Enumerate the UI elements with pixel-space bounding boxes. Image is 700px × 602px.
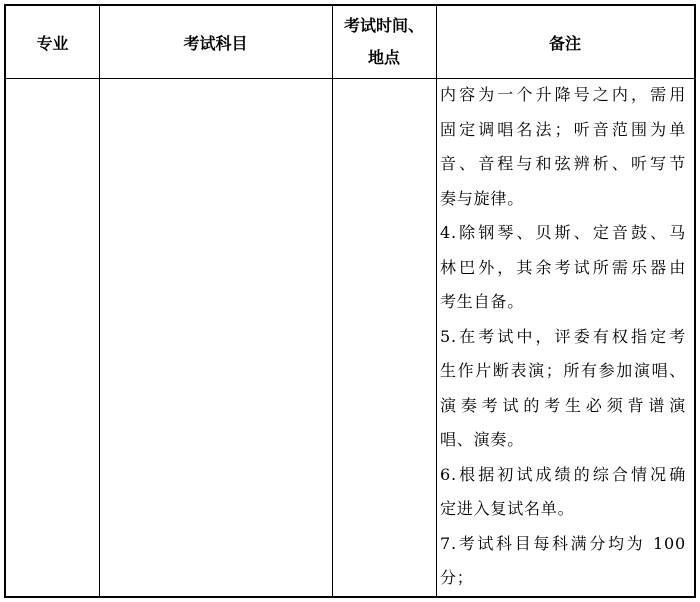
notes-line: 考生自备。 — [440, 292, 525, 311]
notes-line: 演奏考试的考生必须背谱演 — [440, 395, 686, 415]
notes-line: 生作片断表演；所有参加演唱、 — [440, 361, 686, 380]
header-major — [6, 6, 99, 78]
notes-line: 固定调唱名法；听音范围为单 — [440, 119, 686, 139]
column-divider — [99, 6, 100, 596]
notes-line: 音、音程与和弦辨析、听写节 — [440, 154, 686, 173]
header-notes — [436, 6, 694, 78]
notes-line: 6.根据初试成绩的综合情况确 — [440, 464, 686, 484]
notes-line: 7.考试科目每科满分均为 100 — [440, 533, 686, 553]
header-time-place-line1: 考试时间、 — [343, 16, 424, 35]
notes-line: 定进入复试名单。 — [440, 499, 575, 518]
notes-line: 分； — [440, 568, 474, 587]
notes-line: 奏与旋律。 — [440, 188, 525, 208]
header-major-label: 专业 — [36, 33, 69, 53]
column-divider — [332, 6, 333, 596]
notes-line: 唱、演奏。 — [440, 430, 525, 449]
notes-line: 林巴外，其余考试所需乐器由 — [440, 257, 686, 277]
notes-line: 4.除钢琴、贝斯、定音鼓、马 — [440, 223, 686, 242]
header-subject — [99, 6, 332, 78]
header-time-place-line2: 地点 — [367, 48, 400, 67]
notes-cell — [440, 78, 686, 596]
header-time-place — [332, 6, 436, 78]
notes-line: 内容为一个升降号之内，需用 — [440, 85, 686, 104]
column-divider — [436, 6, 437, 596]
header-subject-label: 考试科目 — [183, 33, 248, 53]
notes-line: 5.在考试中，评委有权指定考 — [440, 326, 686, 346]
header-notes-label: 备注 — [548, 33, 581, 53]
